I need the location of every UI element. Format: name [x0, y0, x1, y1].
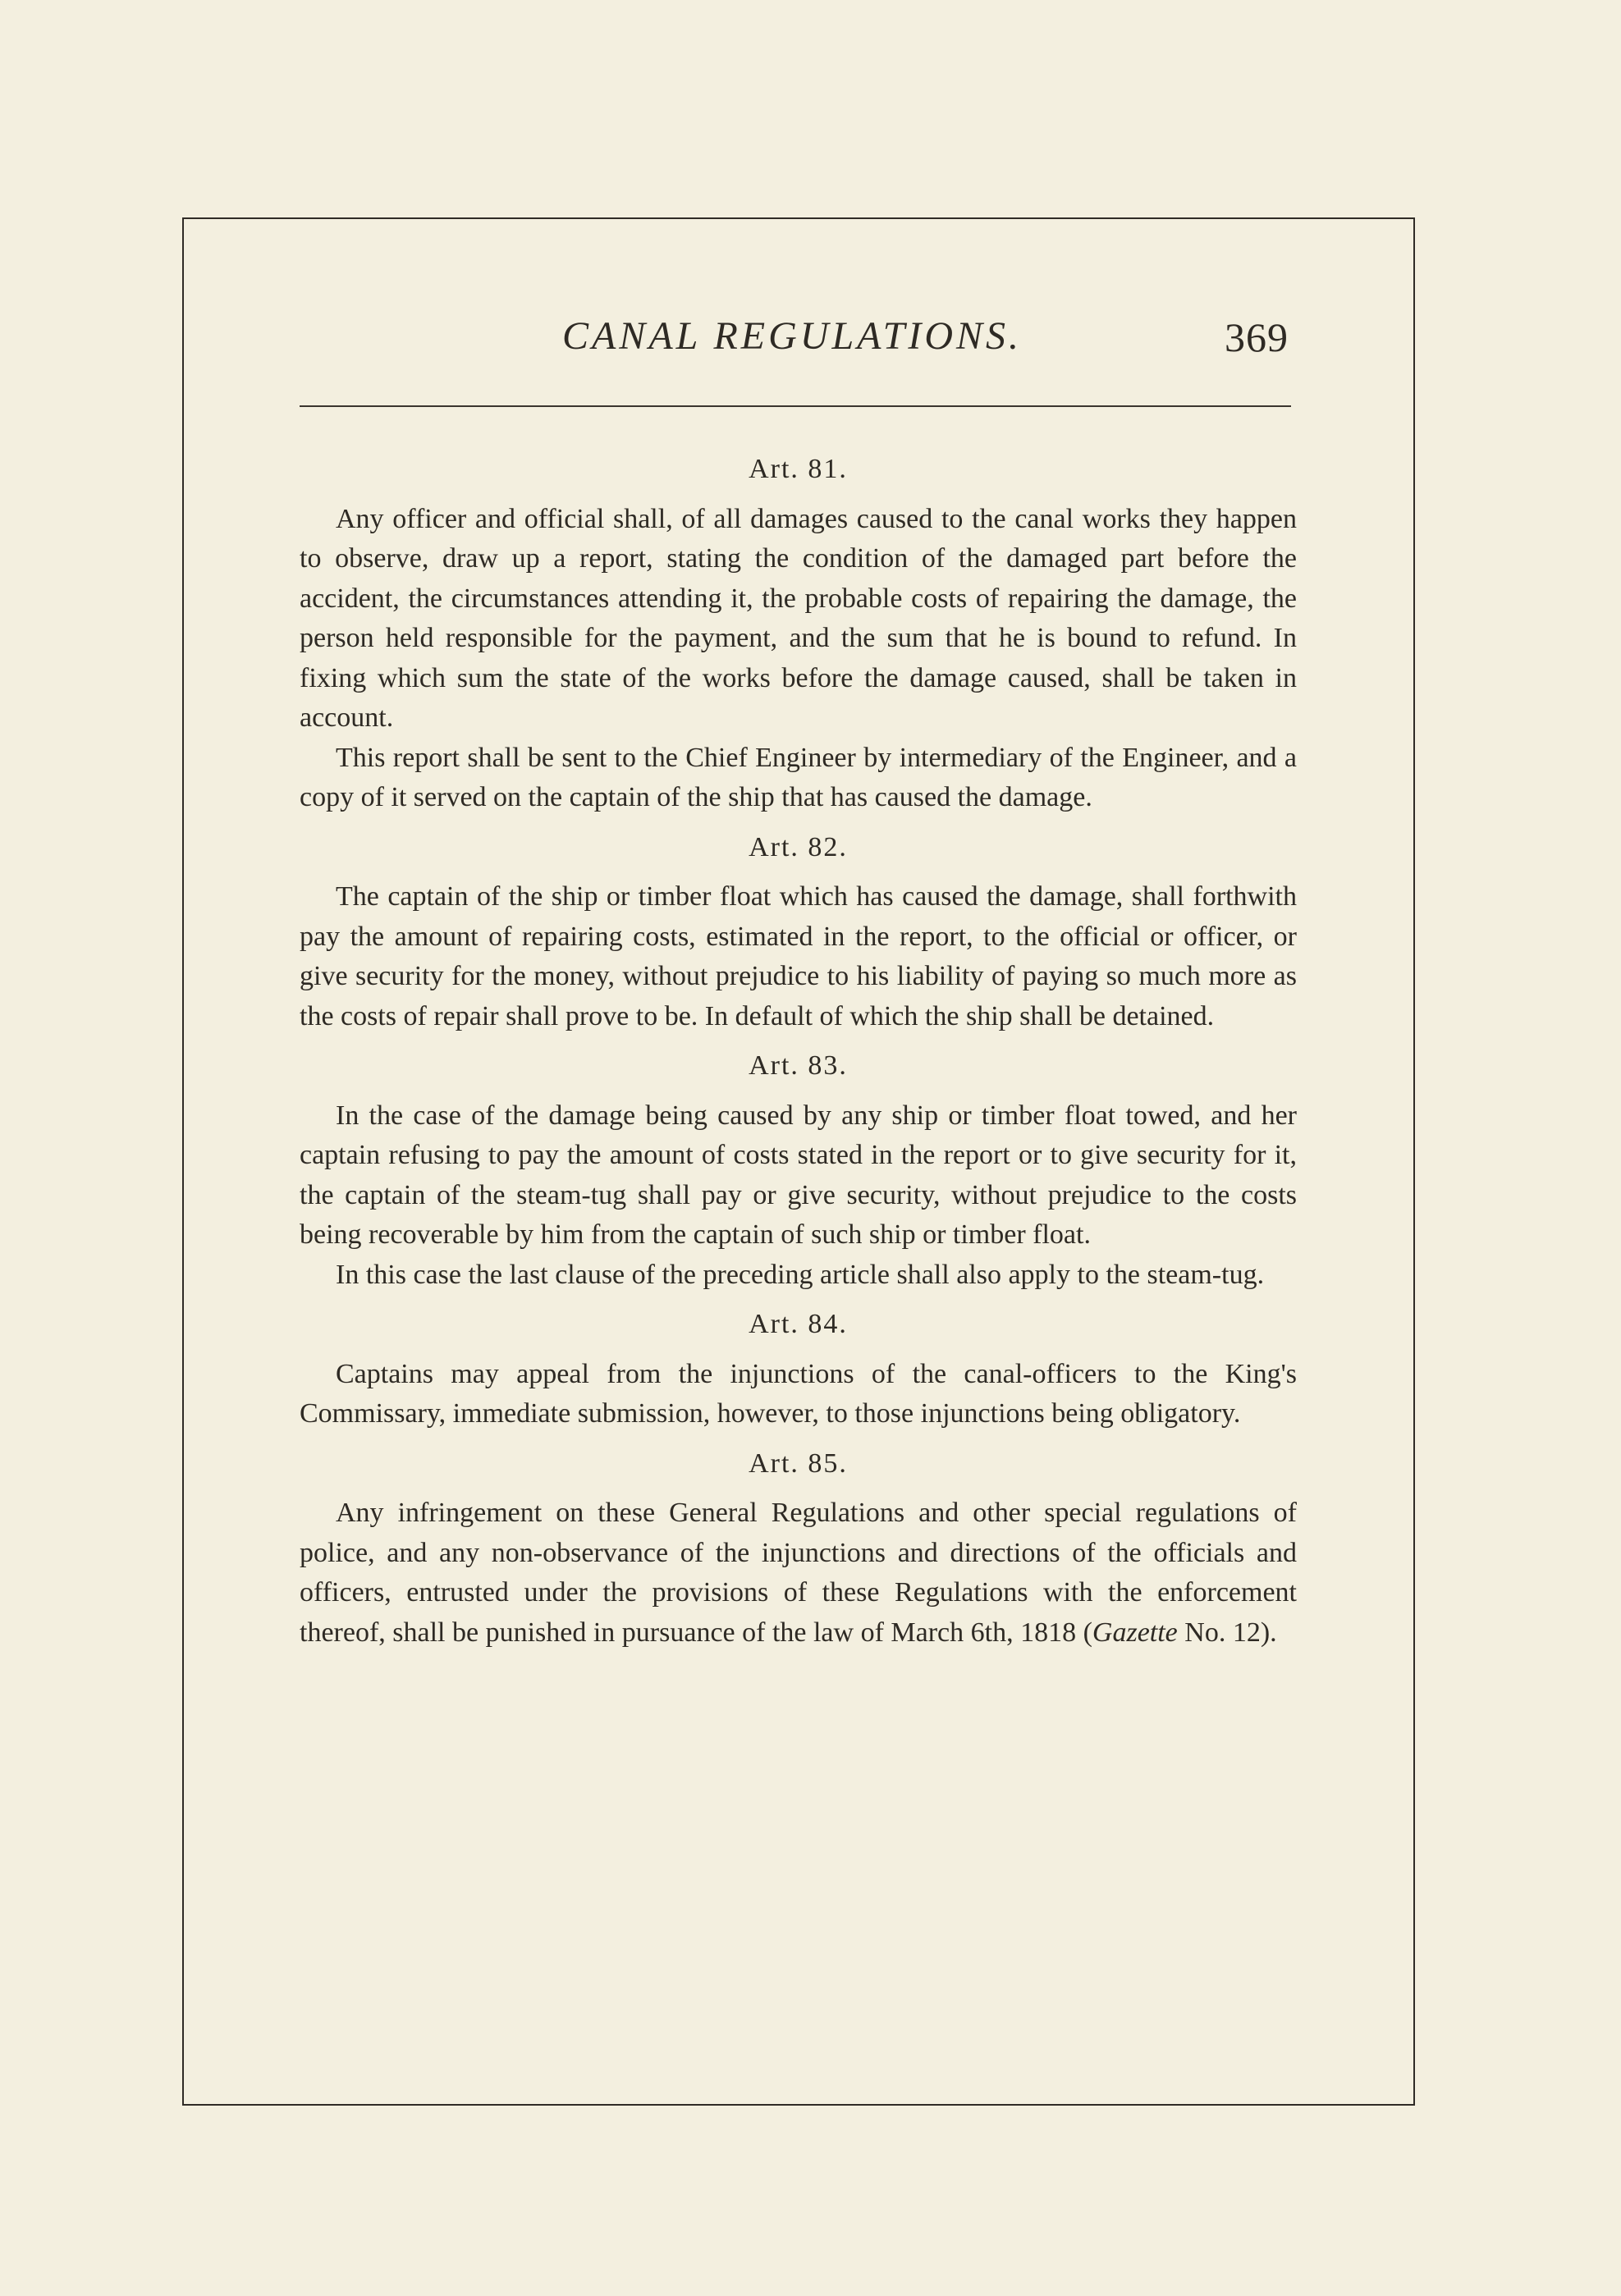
gazette-italic: Gazette — [1092, 1617, 1178, 1648]
article-82-paragraph-1: The captain of the ship or timber float which has caused the damage, shall forthwith pay the amount of repairing costs, estimated in the report, to the official or officer, or give security for the money, without prejudice to his liability of paying so much more as the costs of repair shall prove to be. In default of which the ship shall be detained. — [300, 881, 1297, 1031]
page-number: 369 — [1225, 314, 1289, 360]
article-81-paragraph-2: This report shall be sent to the Chief Engineer by intermediary of the Engineer, and a copy of it served on the captain of the ship that has caused the damage. — [300, 742, 1297, 812]
article-81-heading: Art. 81. — [749, 454, 848, 484]
body-text — [300, 450, 1297, 1653]
head-rule — [300, 405, 1291, 407]
article-83-heading: Art. 83. — [749, 1050, 848, 1081]
article-82-heading: Art. 82. — [749, 831, 848, 862]
article-84-paragraph-1: Captains may appeal from the injunctions of the canal-officers to the King's Commissary, immediate submission, however, to those injunctions being obligatory. — [300, 1358, 1297, 1429]
article-85-text-end: No. 12). — [1177, 1617, 1277, 1648]
running-head — [295, 313, 1289, 379]
article-81-paragraph-1: Any officer and official shall, of all damages caused to the canal works they happen to observe, draw up a report, stating the condition of the damaged part before the accident, the circumstances attending it, the probable costs of repairing the damage, the person held responsible for the payment, and the sum that he is bound to refund. In fixing which sum the state of the works before the damage caused, shall be taken in account. — [300, 503, 1297, 733]
running-title: CANAL REGULATIONS. — [561, 314, 1023, 358]
article-85-paragraph-1 — [300, 1493, 1297, 1653]
article-85-text-start: Any infringement on these General Regulations and other special regulations of police, and any non-observance of the injunctions and directions of the officials and officers, entrusted under the provisions of these Regulations with the enforcement thereof, shall be punished in pursuance of the law of March 6th, 1818 ( — [300, 1498, 1297, 1648]
article-83-paragraph-1: In the case of the damage being caused by any ship or timber float towed, and her captain refusing to pay the amount of costs stated in the report or to give security for it, the captain of the steam-tug shall pay or give security, without prejudice to the costs being recoverable by him from the captain of such ship or timber float. — [300, 1100, 1297, 1250]
article-85-heading: Art. 85. — [749, 1448, 848, 1479]
article-84-heading: Art. 84. — [749, 1309, 848, 1339]
article-83-paragraph-2: In this case the last clause of the preceding article shall also apply to the steam-tug. — [336, 1259, 1265, 1290]
